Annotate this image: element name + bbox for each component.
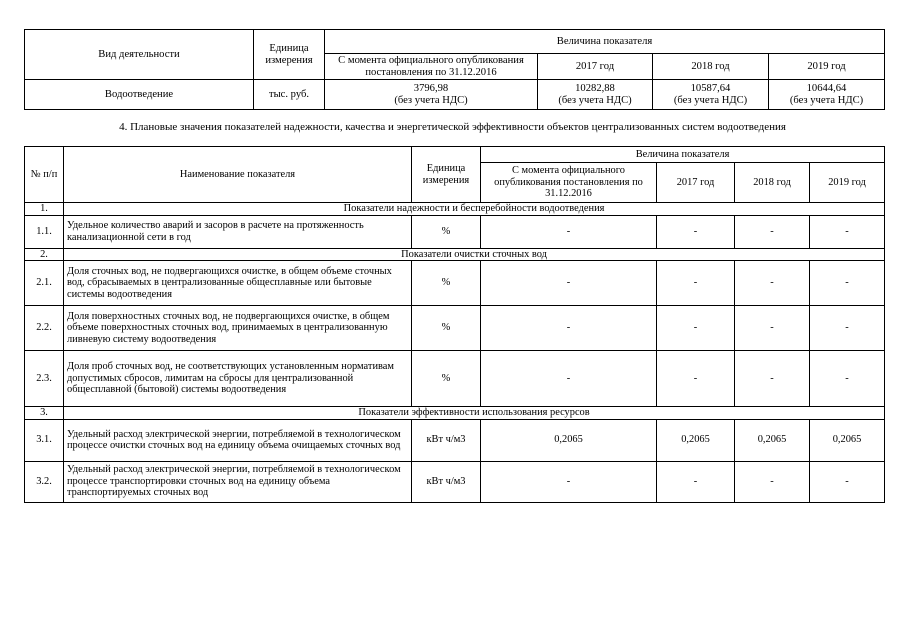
unit-cell: кВт ч/м3 [412,461,481,502]
value-cell: - [481,215,657,248]
table-row [25,419,885,461]
indicator-name: Доля сточных вод, не подвергающихся очистке, в общем объеме сточных вод, сбрасываемых в централизованные общесплавные или бытовые системы водоотведения [64,261,412,306]
row-num: 1.1. [25,215,64,248]
section-heading: 4. Плановые значения показателей надежности, качества и энергетической эффективности объектов централизованных систем водоотведения [119,121,786,133]
value-cell: 0,2065 [657,419,735,461]
row-num: 2.2. [25,306,64,351]
value-cell: 10644,64 (без учета НДС) [769,80,885,110]
col-year-header: 2019 год [769,54,885,80]
indicator-name: Удельный расход электрической энергии, потребляемой в технологическом процессе очистки сточных вод на единицу объема очищаемых сточных вод [64,419,412,461]
value-cell: - [810,215,885,248]
indicator-name: Доля проб сточных вод, не соответствующих установленным нормативам допустимых сбросов, лимитам на сбросы для централизованной общесплавной (бытовой) системы водоотведения [64,351,412,407]
value-cell: - [810,306,885,351]
col-num-header: № п/п [25,147,64,203]
unit-cell: % [412,306,481,351]
col-since-header: С момента официального опубликования постановления по 31.12.2016 [481,163,657,203]
section-title: Показатели очистки сточных вод [64,248,885,261]
row-num: 3.2. [25,461,64,502]
value-cell: 3796,98 (без учета НДС) [325,80,538,110]
value-cell: - [481,461,657,502]
value-cell: - [735,215,810,248]
value-cell: - [481,261,657,306]
indicator-name: Удельный расход электрической энергии, потребляемой в технологическом процессе транспортировки сточных вод на единицу объема транспортируемых сточных вод [64,461,412,502]
indicator-name: Доля поверхностных сточных вод, не подвергающихся очистке, в общем объеме поверхностных сточных вод, принимаемых в централизованную ливневую систему водоотведения [64,306,412,351]
table-row [25,351,885,407]
value-cell: - [657,461,735,502]
value-cell: - [481,306,657,351]
unit-cell: % [412,215,481,248]
value-cell: 0,2065 [810,419,885,461]
value-cell: - [735,351,810,407]
value-cell: - [657,261,735,306]
section-title: Показатели надежности и бесперебойности водоотведения [64,203,885,216]
section-num: 1. [25,203,64,216]
value-cell: - [657,306,735,351]
col-name-header: Наименование показателя [64,147,412,203]
value-cell: - [657,351,735,407]
section-num: 3. [25,407,64,420]
unit-cell: % [412,261,481,306]
indicators-table [24,146,885,503]
value-cell: 0,2065 [735,419,810,461]
section-title: Показатели эффективности использования ресурсов [64,407,885,420]
col-year-header: 2017 год [657,163,735,203]
value-cell: 0,2065 [481,419,657,461]
value-cell: - [481,351,657,407]
col-unit-header: Единица измерения [412,147,481,203]
col-value-header: Величина показателя [481,147,885,163]
value-cell: - [810,461,885,502]
value-cell: - [810,261,885,306]
value-cell: 10587,64 (без учета НДС) [653,80,769,110]
table-row [25,306,885,351]
row-num: 2.3. [25,351,64,407]
col-year-header: 2017 год [538,54,653,80]
col-year-header: 2019 год [810,163,885,203]
value-cell: - [657,215,735,248]
value-cell: 10282,88 (без учета НДС) [538,80,653,110]
col-activity-header: Вид деятельности [25,30,254,80]
value-cell: - [735,261,810,306]
section-num: 2. [25,248,64,261]
value-cell: - [810,351,885,407]
row-num: 2.1. [25,261,64,306]
table-row [25,80,885,110]
section-row [25,203,885,216]
col-since-header: С момента официального опубликования постановления по 31.12.2016 [325,54,538,80]
indicator-name: Удельное количество аварий и засоров в расчете на протяженность канализационной сети в год [64,215,412,248]
section-row [25,248,885,261]
unit-cell: % [412,351,481,407]
col-year-header: 2018 год [653,54,769,80]
row-num: 3.1. [25,419,64,461]
col-value-header: Величина показателя [325,30,885,54]
value-cell: - [735,306,810,351]
col-unit-header: Единица измерения [254,30,325,80]
section-row [25,407,885,420]
table-row [25,215,885,248]
tariff-table [24,29,885,110]
unit-cell: тыс. руб. [254,80,325,110]
table-row [25,461,885,502]
activity-cell: Водоотведение [25,80,254,110]
col-year-header: 2018 год [735,163,810,203]
value-cell: - [735,461,810,502]
table-row [25,261,885,306]
unit-cell: кВт ч/м3 [412,419,481,461]
